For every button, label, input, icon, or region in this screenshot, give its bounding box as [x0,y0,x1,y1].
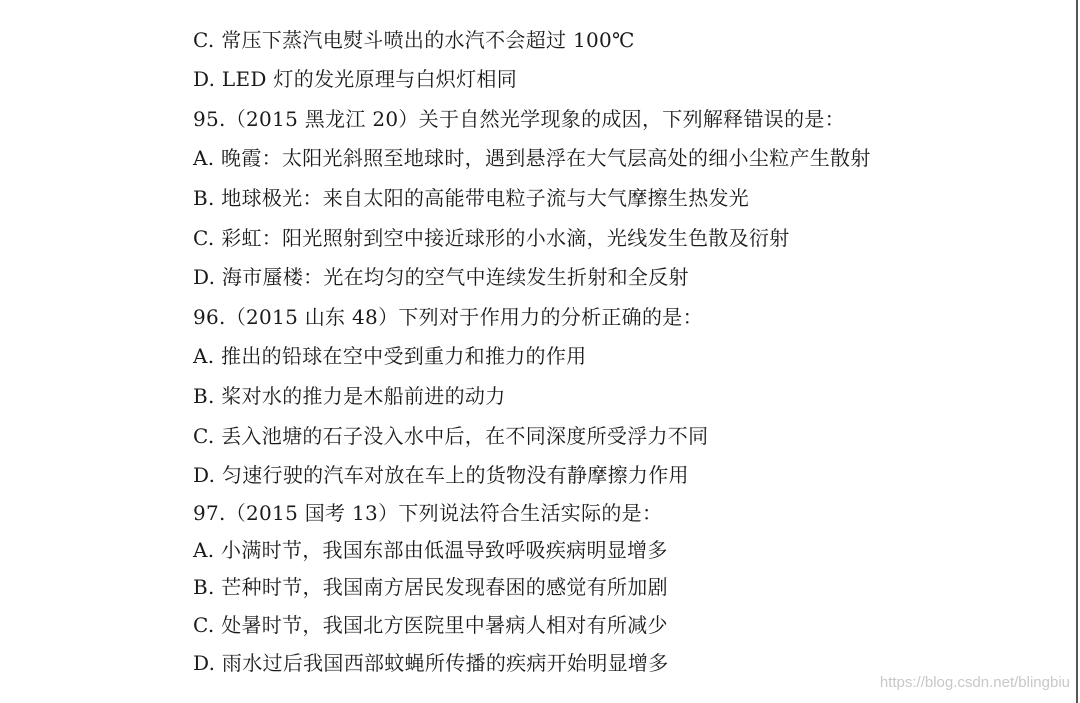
page-edge-line [1076,0,1078,703]
option-c-q95: C. 彩虹：阳光照射到空中接近球形的小水滴，光线发生色散及衍射 [193,226,790,250]
option-c-q97: C. 处暑时节，我国北方医院里中暑病人相对有所减少 [193,613,668,637]
option-d-q96: D. 匀速行驶的汽车对放在车上的货物没有静摩擦力作用 [193,463,689,487]
option-a-q97: A. 小满时节，我国东部由低温导致呼吸疾病明显增多 [193,538,668,562]
option-b-q96: B. 桨对水的推力是木船前进的动力 [193,384,506,408]
option-b-q97: B. 芒种时节，我国南方居民发现春困的感觉有所加剧 [193,575,668,599]
question-97: 97.（2015 国考 13）下列说法符合生活实际的是： [193,501,663,525]
question-96: 96.（2015 山东 48）下列对于作用力的分析正确的是： [193,305,703,329]
option-b-q95: B. 地球极光：来自太阳的高能带电粒子流与大气摩擦生热发光 [193,186,750,210]
option-a-q96: A. 推出的铅球在空中受到重力和推力的作用 [193,344,587,368]
option-a-q95: A. 晚霞：太阳光斜照至地球时，遇到悬浮在大气层高处的细小尘粒产生散射 [193,146,871,170]
option-d-q94: D. LED 灯的发光原理与白炽灯相同 [193,67,518,91]
option-d-q97: D. 雨水过后我国西部蚊蝇所传播的疾病开始明显增多 [193,651,669,675]
watermark: https://blog.csdn.net/blingbiu [879,674,1070,691]
option-d-q95: D. 海市蜃楼：光在均匀的空气中连续发生折射和全反射 [193,265,689,289]
option-c-q96: C. 丢入池塘的石子没入水中后，在不同深度所受浮力不同 [193,424,709,448]
option-c-q94: C. 常压下蒸汽电熨斗喷出的水汽不会超过 100℃ [193,28,635,52]
question-95: 95.（2015 黑龙江 20）关于自然光学现象的成因，下列解释错误的是： [193,107,845,131]
